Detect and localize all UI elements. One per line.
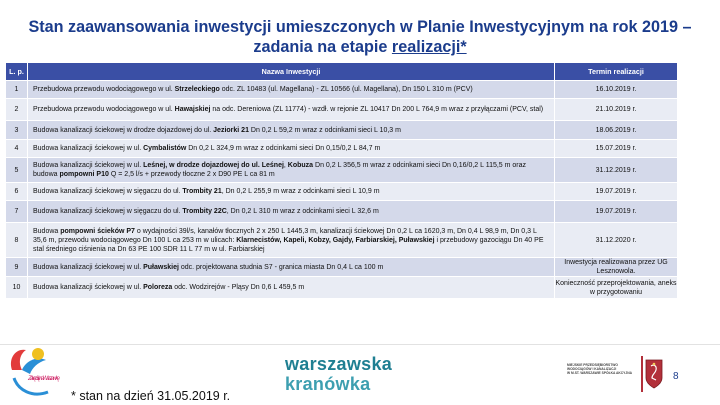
description-part: Dn 0,2 L 59,2 m wraz z odcinkami sieci L 10,3 m [248, 126, 401, 134]
description-part: odc. Wodzirejów - Pląsy Dn 0,6 L 459,5 m [172, 284, 305, 291]
crest-divider [641, 356, 643, 392]
row-description [28, 258, 555, 277]
header-term: Termin realizacji [555, 63, 678, 81]
description-bold-part: Trombity 22C [182, 208, 227, 215]
description-part: Budowa kanalizacji ściekowej w drodze dojazdowej do ul. [33, 126, 214, 134]
row-description [28, 121, 555, 140]
row-description [28, 201, 555, 223]
mpwik-line-2: WODOCIĄGÓW I KANALIZACJI [567, 367, 617, 372]
table-row [6, 158, 678, 183]
row-lp: 8 [6, 223, 28, 258]
row-description [28, 99, 555, 121]
brand-line-1: warszawska [285, 354, 393, 374]
description-bold-part: Hawajskiej [174, 106, 211, 113]
row-description [28, 158, 555, 183]
mpwik-logo-text [567, 363, 639, 376]
description-part: Budowa kanalizacji ściekowej w ul. [33, 284, 144, 291]
table-row [6, 201, 678, 223]
description-part: Przebudowa przewodu wodociągowego w ul. [33, 86, 175, 93]
warszawska-kranowka-logo [285, 354, 392, 394]
status-date-note: * stan na dzień 31.05.2019 r. [71, 389, 231, 403]
title-line-1: Stan zaawansowania inwestycji umieszczonych w Planie Inwestycyjnym na rok 2019 – [28, 18, 692, 36]
logo-blue-shape [22, 358, 46, 374]
row-term: 19.07.2019 r. [555, 183, 678, 201]
footer-divider [0, 344, 720, 345]
row-term: 31.12.2020 r. [555, 223, 678, 258]
logo-text: Zakręć się na Warszawkę [28, 376, 60, 382]
description-bold-part: Klarnecistów, Kapeli, Kobzy, Gajdy, Farbiarskiej, Puławskiej [236, 236, 435, 244]
logo-sun-shape [32, 348, 44, 360]
row-lp: 7 [6, 201, 28, 223]
table-row [6, 258, 678, 277]
row-lp: 10 [6, 277, 28, 299]
row-term: 21.10.2019 r. [555, 99, 678, 121]
row-lp: 2 [6, 99, 28, 121]
page-number: 8 [673, 371, 679, 382]
description-part: Budowa kanalizacji ściekowej w sięgaczu do ul. [33, 208, 183, 215]
table-row [6, 223, 678, 258]
description-bold-part: Poloreza [143, 284, 173, 291]
table-row [6, 277, 678, 299]
description-part: , Dn 0,2 L 255,9 m wraz z odcinkami sieci L 10,9 m [221, 188, 380, 195]
title-highlight: realizacji* [391, 38, 467, 56]
row-description [28, 183, 555, 201]
row-description [28, 223, 555, 258]
table-header-row [6, 63, 678, 81]
warsaw-crest-icon [644, 358, 664, 390]
mpwik-line-3: W M.ST. WARSZAWIE SPÓŁKA AKCYJNA [567, 371, 632, 376]
table-row [6, 121, 678, 140]
row-term: 15.07.2019 r. [555, 140, 678, 158]
row-term: Inwestycja realizowana przez UG Lesznowola. [555, 258, 678, 277]
row-lp: 3 [6, 121, 28, 140]
row-lp: 5 [6, 158, 28, 183]
description-part: Budowa kanalizacji ściekowej w ul. [33, 263, 144, 271]
page-title [0, 17, 720, 57]
description-part: Przebudowa przewodu wodociągowego w ul. [33, 106, 175, 113]
description-bold-part: Leśnej, w drodze dojazdowej do ul. Leśnej [143, 162, 284, 169]
description-bold-part: Cymbalistów [143, 145, 187, 152]
table-row [6, 99, 678, 121]
row-term: 31.12.2019 r. [555, 158, 678, 183]
description-part: odc. projektowana studnia S7 - granica miasta Dn 0,4 L ca 100 m [178, 263, 384, 271]
row-description [28, 140, 555, 158]
row-lp: 9 [6, 258, 28, 277]
row-description [28, 81, 555, 99]
description-part: odc. ZL 10483 (ul. Magellana) - ZL 10566 (ul. Magellana), Dn 150 L 310 m (PCV) [219, 86, 473, 93]
description-part: , [283, 162, 288, 169]
description-bold-part: pompowni P10 [59, 171, 109, 178]
description-bold-part: Puławskiej [143, 263, 179, 271]
title-line-2-prefix: zadania na etapie [253, 38, 392, 56]
header-lp: L. p. [6, 63, 28, 81]
description-bold-part: Jeziorki 21 [213, 126, 249, 134]
title-line-2 [0, 37, 720, 57]
row-lp: 4 [6, 140, 28, 158]
description-bold-part: Strzeleckiego [174, 86, 220, 93]
row-term: 19.07.2019 r. [555, 201, 678, 223]
table-row [6, 140, 678, 158]
description-bold-part: Kobuza [287, 162, 314, 169]
mpwik-line-1: MIEJSKIE PRZEDSIĘBIORSTWO [567, 363, 618, 367]
header-name: Nazwa Inwestycji [28, 63, 555, 81]
row-term: 16.10.2019 r. [555, 81, 678, 99]
description-part: Dn 0,2 L 356,5 m wraz z odcinkami sieci Dn 0,16/0,2 L 115,5 m oraz budowa [33, 162, 527, 178]
investments-table [5, 62, 678, 299]
description-part: Budowa kanalizacji ściekowej w ul. [33, 145, 144, 152]
row-description [28, 277, 555, 299]
row-lp: 1 [6, 81, 28, 99]
zakrec-sie-logo [4, 340, 68, 404]
description-part: na odc. Dereniowa (ZL 11774) - wzdł. w rejonie ZL 10417 Dn 200 L 764,9 m wraz z przyłączami (PCV, stal) [210, 106, 544, 113]
description-part: Budowa [33, 227, 61, 235]
table-row [6, 183, 678, 201]
table-row [6, 81, 678, 99]
description-part: Dn 0,2 L 324,9 m wraz z odcinkami sieci Dn 0,15/0,2 L 84,7 m [186, 145, 381, 152]
description-part: o wydajności 39l/s, kanałów tłocznych 2 x 250 L 1445,3 m, kanalizacji ściekowej Dn 0,2 L ca 1620,3 m, Dn 0,4 L 98,9 m, Dn 0,3 L 35,6 m, przewodu wodociągowego Dn 100 L ca 253 m w ulicach: [33, 227, 537, 244]
row-term: 18.06.2019 r. [555, 121, 678, 140]
description-part: Budowa kanalizacji ściekowej w sięgaczu do ul. [33, 188, 183, 195]
description-part: , Dn 0,2 L 310 m wraz z odcinkami sieci L 32,6 m [226, 208, 379, 215]
description-part: Budowa kanalizacji ściekowej w ul. [33, 162, 144, 169]
description-bold-part: pompowni ścieków P7 [60, 227, 135, 235]
row-term: Konieczność przeprojektowania, aneks w przygotowaniu [555, 277, 678, 299]
row-lp: 6 [6, 183, 28, 201]
description-part: Q = 2,5 l/s + przewody tłoczne 2 x D90 PE L ca 81 m [108, 171, 275, 178]
description-part: i przebudowy gazociągu Dn 40 PE stal średniego ciśnienia na Dn 63 PE 100 SDR 11 L 77 m w ul. Farbiarskiej [33, 236, 544, 253]
brand-line-2: kranówka [285, 374, 371, 394]
description-bold-part: Trombity 21 [182, 188, 222, 195]
